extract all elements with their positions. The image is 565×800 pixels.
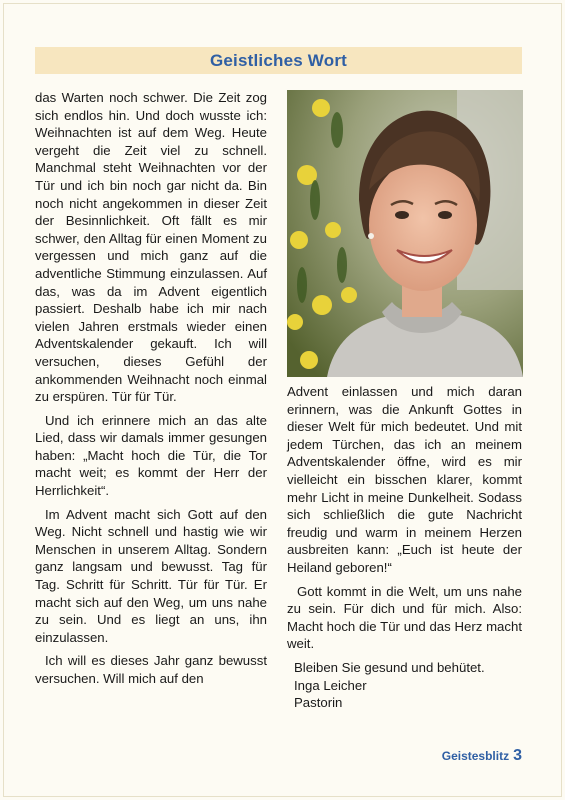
- paragraph: Ich will es dieses Jahr ganz bewusst versuchen. Will mich auf den: [35, 653, 267, 686]
- paragraph: Gott kommt in die Welt, um uns nahe zu sein. Für dich und für mich. Also: Macht hoch die Tür und das Herz macht weit.: [287, 583, 522, 652]
- right-column: [287, 383, 522, 712]
- paragraph: das Warten noch schwer. Die Zeit zog sich endlos hin. Und doch wusste ich: Weihnachten ist auf dem Weg. Heute vergeht die Zeit viel zu schnell. Manchmal steht Weihnachten vor der Tür und ich bin noch gar nicht da. Bin noch nicht angekommen in dieser Zeit der Besinnlichkeit. Oft fällt es mir schwer, den Alltag für einen Moment zu vergessen und mich ganz auf die adventliche Stimmung einzulassen. Auf das, was da im Advent eigentlich passiert. Deshalb habe ich mir nach vielen Jahren erstmals wieder einen Adventskalender gekauft. Ich will versuchen, dieses Gefühl der ankommenden Weihnacht noch einmal zu erspüren. Tür für Tür.: [35, 90, 267, 405]
- page-number: 3: [513, 747, 522, 764]
- section-title: Geistliches Wort: [209, 50, 348, 70]
- left-column: [35, 89, 267, 694]
- portrait-photo: [287, 90, 523, 377]
- author-name: Inga Leicher: [294, 677, 367, 693]
- portrait-illustration: [287, 90, 523, 377]
- paragraph: Und ich erinnere mich an das alte Lied, dass wir damals immer gesungen haben: „Macht hoch die Tür, die Tor macht weit; es kommt der Herr der Herrlichkeit“.: [35, 412, 267, 499]
- publication-name: Geistesblitz: [441, 749, 510, 763]
- paragraph: Im Advent macht sich Gott auf den Weg. Nicht schnell und hastig wie wir Menschen in unserem Alltag. Sondern ganz langsam und bewusst. Tag für Tag. Schritt für Schritt. Tür für Tür. Er macht sich auf den Weg, um uns nahe zu sein. Und es liegt an uns, ihn einzulassen.: [35, 506, 267, 645]
- paragraph: Advent einlassen und mich daran erinnern, was die Ankunft Gottes in dieser Welt für mich bedeutet. Und mit jedem Türchen, das ich an meinem Adventskalender öffne, wird es mir vielleicht ein bisschen klarer, kommt mehr Licht in meine Dunkelheit. Sodass sich schließlich die gute Nachricht freudig und warm in meinem Herzen ausbreiten kann: „Euch ist heute der Heiland geboren!“: [287, 384, 522, 575]
- author-title: Pastorin: [294, 695, 343, 711]
- page-footer: [442, 747, 522, 765]
- closing-line: Bleiben Sie gesund und behütet.: [294, 659, 485, 675]
- section-header: [35, 47, 522, 74]
